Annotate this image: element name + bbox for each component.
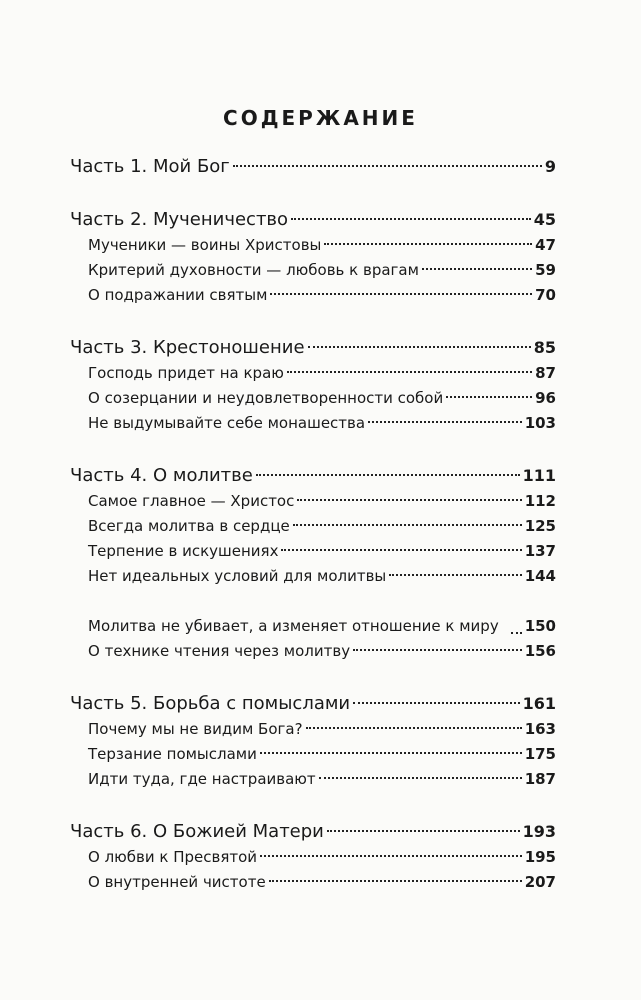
- entry-title: Не выдумывайте себе монашества: [88, 414, 366, 432]
- page-number: 137: [524, 542, 556, 560]
- dot-leader: [269, 880, 522, 882]
- entry-title: О внутренней чистоте: [88, 873, 266, 891]
- part-title: Часть 1. Мой Бог: [70, 156, 230, 177]
- table-of-contents: [70, 154, 556, 922]
- toc-entry: [70, 283, 556, 308]
- entry-title: Господь придет на краю: [88, 364, 284, 382]
- entry-title: О любви к Пресвятой: [88, 848, 258, 866]
- toc-part-5: [70, 691, 556, 792]
- page-number: 96: [535, 389, 556, 407]
- part-title: Часть 2. Мученичество: [70, 209, 289, 230]
- dot-leader: [256, 474, 520, 476]
- entry-title: Всегда молитва в сердце: [88, 517, 290, 535]
- part-title: Часть 4. О молитве: [70, 465, 253, 486]
- toc-entry: [70, 361, 556, 386]
- entry-title: Почему мы не видим Бога?: [88, 720, 303, 738]
- page-number: 163: [524, 720, 556, 738]
- entry-title: О подражании святым: [88, 286, 268, 304]
- page-number: 9: [544, 157, 556, 176]
- entry-title: О созерцании и неудовлетворенности собой: [88, 389, 444, 407]
- dot-leader: [291, 218, 531, 220]
- page-number: 111: [522, 466, 556, 485]
- dot-leader: [368, 421, 522, 423]
- page-number: 150: [524, 617, 556, 635]
- toc-entry: [70, 386, 556, 411]
- page-number: 175: [524, 745, 556, 763]
- page-number: 47: [535, 236, 556, 254]
- dot-leader: [233, 165, 542, 167]
- dot-leader: [281, 549, 521, 551]
- toc-entry: [70, 589, 556, 639]
- page-number: 59: [535, 261, 556, 279]
- toc-entry: [70, 411, 556, 436]
- toc-title: СОДЕРЖАНИЕ: [223, 106, 418, 130]
- part-title: Часть 6. О Божией Матери: [70, 821, 324, 842]
- page-number: 144: [524, 567, 556, 585]
- entry-title: Самое главное — Христос: [88, 492, 295, 510]
- toc-part-heading: [70, 691, 556, 717]
- page-number: 193: [522, 822, 556, 841]
- dot-leader: [260, 752, 522, 754]
- toc-entry: [70, 233, 556, 258]
- dot-leader: [270, 293, 532, 295]
- entry-title: О технике чтения через молитву: [88, 642, 351, 660]
- dot-leader: [353, 649, 522, 651]
- entry-title: Терзание помыслами: [88, 745, 257, 763]
- toc-part-1: [70, 154, 556, 180]
- page-number: 103: [524, 414, 556, 432]
- page-number: 187: [524, 770, 556, 788]
- entry-title: Молитва не убивает, а изменяет отношение к миру: [88, 617, 499, 635]
- dot-leader: [511, 632, 522, 634]
- dot-leader: [353, 702, 519, 704]
- toc-part-heading: [70, 154, 556, 180]
- dot-leader: [293, 524, 522, 526]
- dot-leader: [308, 346, 531, 348]
- toc-part-6: [70, 819, 556, 895]
- page-number: 195: [524, 848, 556, 866]
- dot-leader: [324, 243, 532, 245]
- page-number: 70: [535, 286, 556, 304]
- page-number: 156: [524, 642, 556, 660]
- toc-part-heading: [70, 819, 556, 845]
- dot-leader: [327, 830, 520, 832]
- toc-entry: [70, 742, 556, 767]
- toc-part-3: [70, 335, 556, 436]
- page-number: 87: [535, 364, 556, 382]
- toc-entry: [70, 845, 556, 870]
- toc-part-heading: [70, 207, 556, 233]
- toc-entry: [70, 514, 556, 539]
- toc-part-2: [70, 207, 556, 308]
- toc-part-heading: [70, 335, 556, 361]
- page-number: 85: [533, 338, 556, 357]
- dot-leader: [260, 855, 522, 857]
- toc-part-heading: [70, 463, 556, 489]
- entry-title: Идти туда, где настраивают: [88, 770, 316, 788]
- part-title: Часть 3. Крестоношение: [70, 337, 305, 358]
- toc-entry: [70, 717, 556, 742]
- entry-title: Терпение в искушениях: [88, 542, 279, 560]
- entry-title: Нет идеальных условий для молитвы: [88, 567, 387, 585]
- toc-entry: [70, 639, 556, 664]
- dot-leader: [446, 396, 532, 398]
- toc-entry: [70, 564, 556, 589]
- toc-entry: [70, 870, 556, 895]
- toc-entry: [70, 539, 556, 564]
- dot-leader: [306, 727, 522, 729]
- page-number: 161: [522, 694, 556, 713]
- dot-leader: [287, 371, 532, 373]
- toc-part-4: [70, 463, 556, 664]
- toc-entry: [70, 767, 556, 792]
- page-number: 207: [524, 873, 556, 891]
- entry-title: Мученики — воины Христовы: [88, 236, 322, 254]
- page-number: 125: [524, 517, 556, 535]
- page-number: 112: [524, 492, 556, 510]
- dot-leader: [389, 574, 521, 576]
- toc-entry: [70, 489, 556, 514]
- dot-leader: [297, 499, 521, 501]
- dot-leader: [319, 777, 522, 779]
- page-number: 45: [533, 210, 556, 229]
- dot-leader: [422, 268, 532, 270]
- entry-title: Критерий духовности — любовь к врагам: [88, 261, 419, 279]
- part-title: Часть 5. Борьба с помыслами: [70, 693, 351, 714]
- toc-entry: [70, 258, 556, 283]
